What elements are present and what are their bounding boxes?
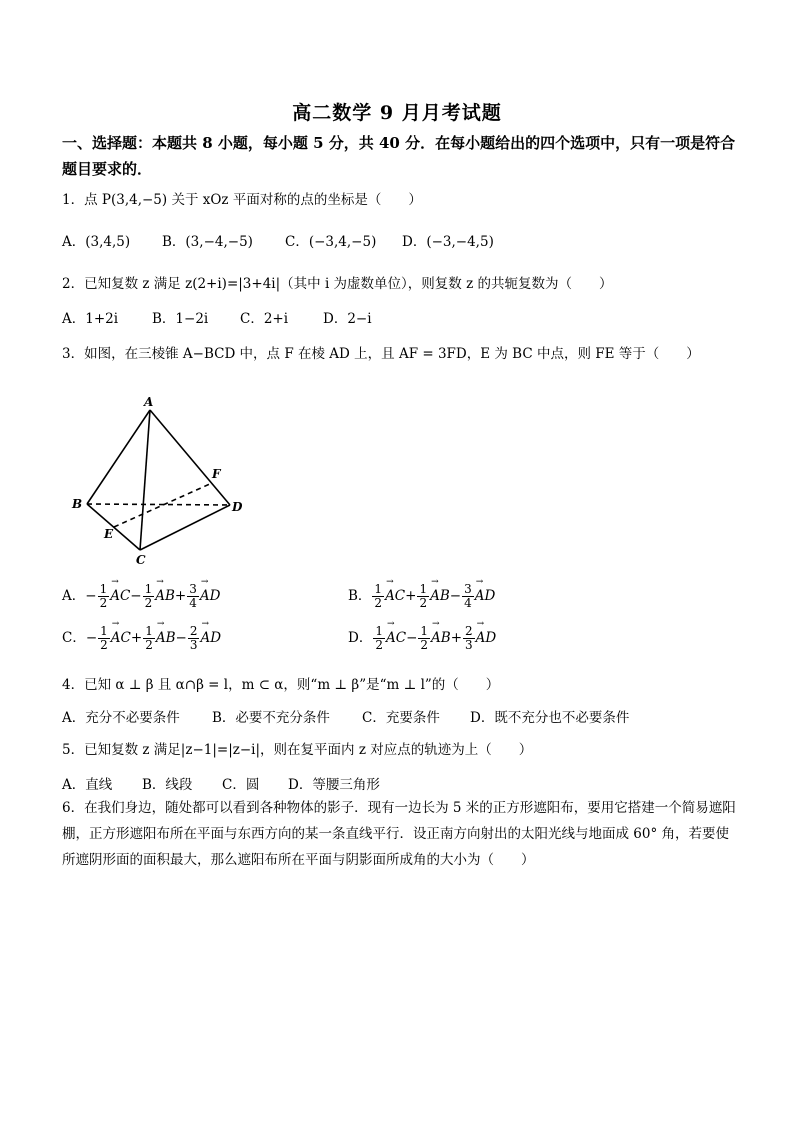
q1-option-a: A．(3,4,5) [62, 234, 131, 250]
q5-option-a: A．直线 [62, 777, 113, 793]
q4-stem: 4．已知 α ⊥ β 且 α∩β = l，m ⊂ α，则“m ⊥ β”是“m ⊥ l”的（ ） [62, 677, 500, 693]
page-title: 高二数学 9 月月考试题 [292, 102, 502, 124]
q2-option-c: C．2+i [240, 311, 289, 327]
q3-option-b: B． $\frac{1}{2}$ → AC+ $\frac{1}{2}$ → AB− $\frac{3}{4}$ → AD [348, 583, 495, 610]
point-label-e: E [104, 527, 114, 541]
tetrahedron-diagram [62, 378, 252, 568]
vertex-label-d: D [232, 500, 243, 514]
q4-option-c: C．充要条件 [362, 710, 440, 726]
q4-option-b: B．必要不充分条件 [212, 710, 330, 726]
q4-option-d: D．既不充分也不必要条件 [470, 710, 630, 726]
q5-stem: 5．已知复数 z 满足|z−1|=|z−i|，则在复平面内 z 对应点的轨迹为上（ ） [62, 742, 533, 758]
q5-option-b: B．线段 [142, 777, 193, 793]
q5-option-d: D．等腰三角形 [288, 777, 380, 793]
q6-stem: 6．在我们身边，随处都可以看到各种物体的影子．现有一边长为 5 米的正方形遮阳布，要用它搭建一个简易遮阳棚，正方形遮阳布所在平面与东西方向的某一条直线平行．设正南方向射出的太阳光线与地面成 60° 角，若要使所遮阴形面的面积最大，那么遮阳布所在平面与阴影面所成角的大小为（ ） [62, 800, 736, 868]
point-label-f: F [212, 467, 221, 481]
section-heading: 一、选择题：本题共 8 小题，每小题 5 分，共 40 分．在每小题给出的四个选项中，只有一项是符合题目要求的． [62, 134, 736, 178]
vertex-label-c: C [136, 553, 146, 567]
q4-option-a: A．充分不必要条件 [62, 710, 180, 726]
q2-option-b: B．1−2i [152, 311, 209, 327]
q2-option-d: D．2−i [323, 311, 372, 327]
q3-option-c: C．− $\frac{1}{2}$ → AC+ $\frac{1}{2}$ → AB− $\frac{2}{3}$ → AD [62, 625, 221, 652]
vertex-label-a: A [144, 395, 154, 409]
q2-option-a: A．1+2i [62, 311, 119, 327]
q3-stem: 3．如图，在三棱锥 A−BCD 中，点 F 在棱 AD 上，且 AF = 3FD，E 为 BC 中点，则 FE 等于（ ） [62, 346, 700, 362]
tetrahedron-figure [62, 378, 252, 572]
q3-option-d: D． $\frac{1}{2}$ → AC− $\frac{1}{2}$ → AB+ $\frac{2}{3}$ → AD [348, 625, 496, 652]
q1-stem: 1．点 P(3,4,−5) 关于 xOz 平面对称的点的坐标是（ ） [62, 192, 422, 208]
vertex-label-b: B [72, 497, 83, 511]
q2-stem: 2．已知复数 z 满足 z(2+i)=|3+4i|（其中 i 为虚数单位），则复数 z 的共轭复数为（ ） [62, 276, 613, 292]
q1-option-d: D．(−3,−4,5) [402, 234, 494, 250]
q3-option-a: A．− $\frac{1}{2}$ → AC− $\frac{1}{2}$ → AB+ $\frac{3}{4}$ → AD [62, 583, 220, 610]
q5-option-c: C．圆 [222, 777, 260, 793]
q1-option-b: B．(3,−4,−5) [162, 234, 253, 250]
q1-option-c: C．(−3,4,−5) [285, 234, 377, 250]
